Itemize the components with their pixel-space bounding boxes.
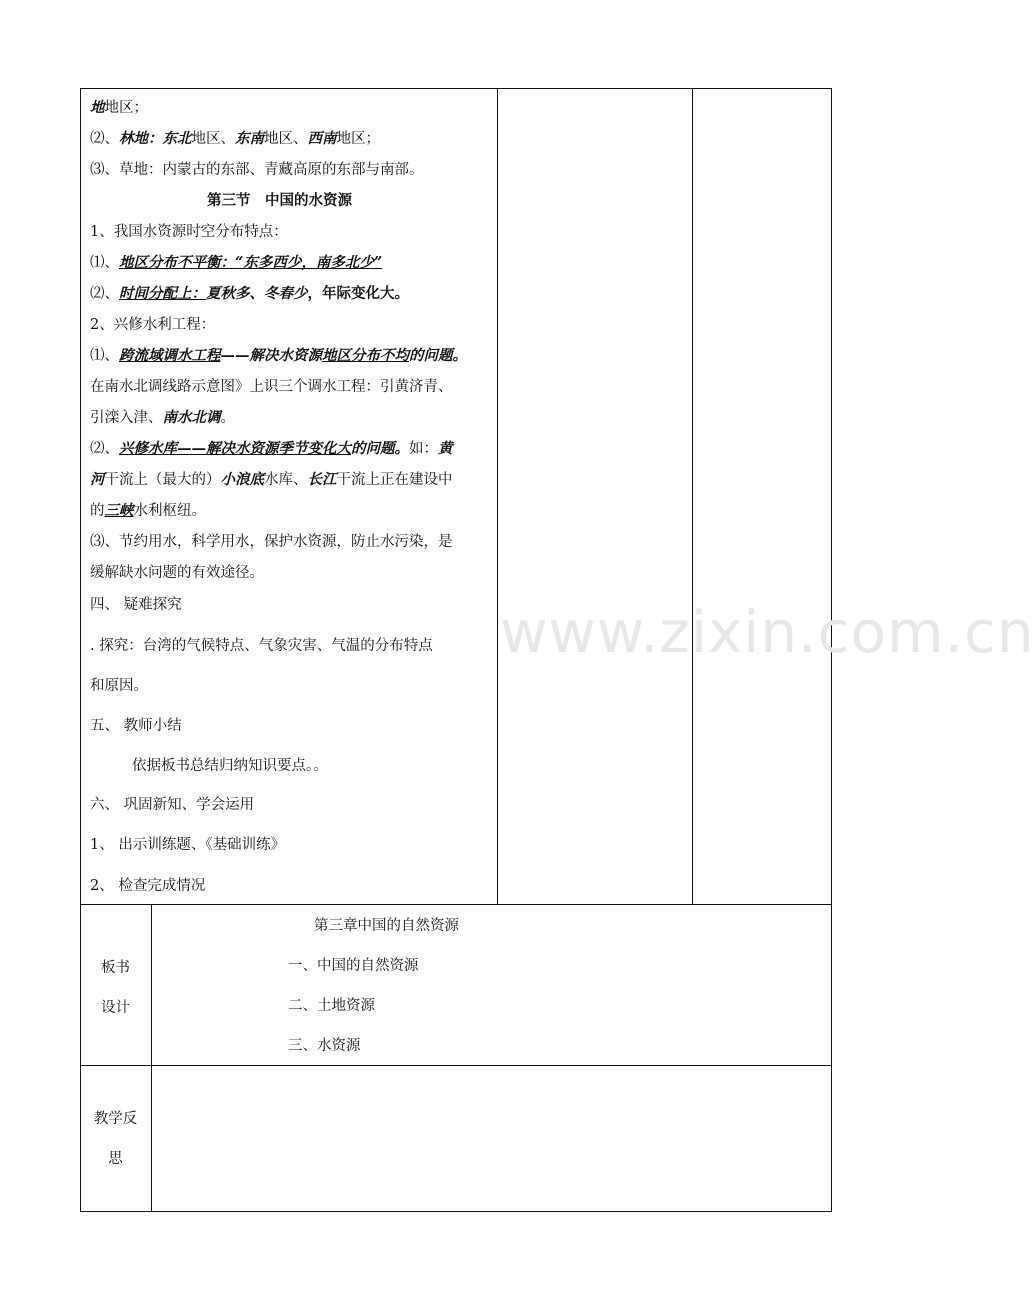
table-border-left: [80, 88, 81, 1212]
watermark: www.zixin.com.cn: [500, 598, 1035, 666]
content-line: 缓解缺水问题的有效途径。: [90, 565, 264, 581]
row-divider-1: [80, 904, 832, 905]
reflection-label: 教学反 思: [93, 1111, 138, 1167]
content-line: 河干流上（最大的）小浪底水库、长江干流上正在建设中: [90, 471, 453, 488]
content-line: . 探究：台湾的气候特点、气象灾害、气温的分布特点: [90, 638, 433, 654]
content-line: ⑵、兴修水库——解决水资源季节变化大的问题。如：黄: [90, 440, 453, 457]
board-item: 一、中国的自然资源: [288, 958, 419, 974]
content-line: ⑶、节约用水，科学用水，保护水资源，防止水污染，是: [90, 534, 453, 550]
label-column-divider: [151, 904, 152, 1212]
content-line: ⑴、地区分布不平衡：“东多西少，南多北少”: [90, 254, 383, 271]
content-line: 依据板书总结归纳知识要点。。: [132, 758, 328, 774]
content-line: ⑶、草地：内蒙古的东部、青藏高原的东部与南部。: [90, 162, 424, 178]
content-line: 2、兴修水利工程：: [90, 317, 216, 333]
section-heading: 五、 教师小结: [90, 718, 182, 734]
board-item: 三、水资源: [288, 1038, 361, 1054]
content-line: 1、 出示训练题、《基础训练》: [90, 837, 286, 853]
board-title: 第三章中国的自然资源: [314, 918, 459, 934]
content-line: 地地区；: [90, 99, 148, 116]
section-heading: 六、 巩固新知、学会运用: [90, 797, 255, 813]
row-divider-2: [80, 1065, 832, 1066]
table-border-bottom: [80, 1211, 832, 1212]
section-title: 第三节 中国的水资源: [207, 192, 352, 209]
content-line: 引滦入津、南水北调。: [90, 409, 235, 426]
column-divider-1: [497, 88, 498, 904]
content-line: 和原因。: [90, 678, 148, 694]
content-line: 在南水北调线路示意图》上识三个调水工程：引黄济青、: [90, 379, 453, 395]
content-line: ⑵、林地：东北地区、东南地区、西南地区；: [90, 130, 380, 147]
content-line: 1、我国水资源时空分布特点：: [90, 224, 288, 240]
content-line: ⑴、跨流域调水工程——解决水资源地区分布不均的问题。: [90, 347, 467, 364]
content-line: 的三峡水利枢纽。: [90, 502, 206, 519]
section-heading: 四、 疑难探究: [90, 597, 182, 613]
content-line: 2、 检查完成情况: [90, 878, 206, 894]
content-line: ⑵、时间分配上：夏秋多、冬春少，年际变化大。: [90, 285, 409, 302]
board-label: 板书 设计: [101, 960, 130, 1016]
column-divider-2: [692, 88, 693, 904]
table-border-top: [80, 88, 832, 89]
board-item: 二、土地资源: [288, 998, 375, 1014]
